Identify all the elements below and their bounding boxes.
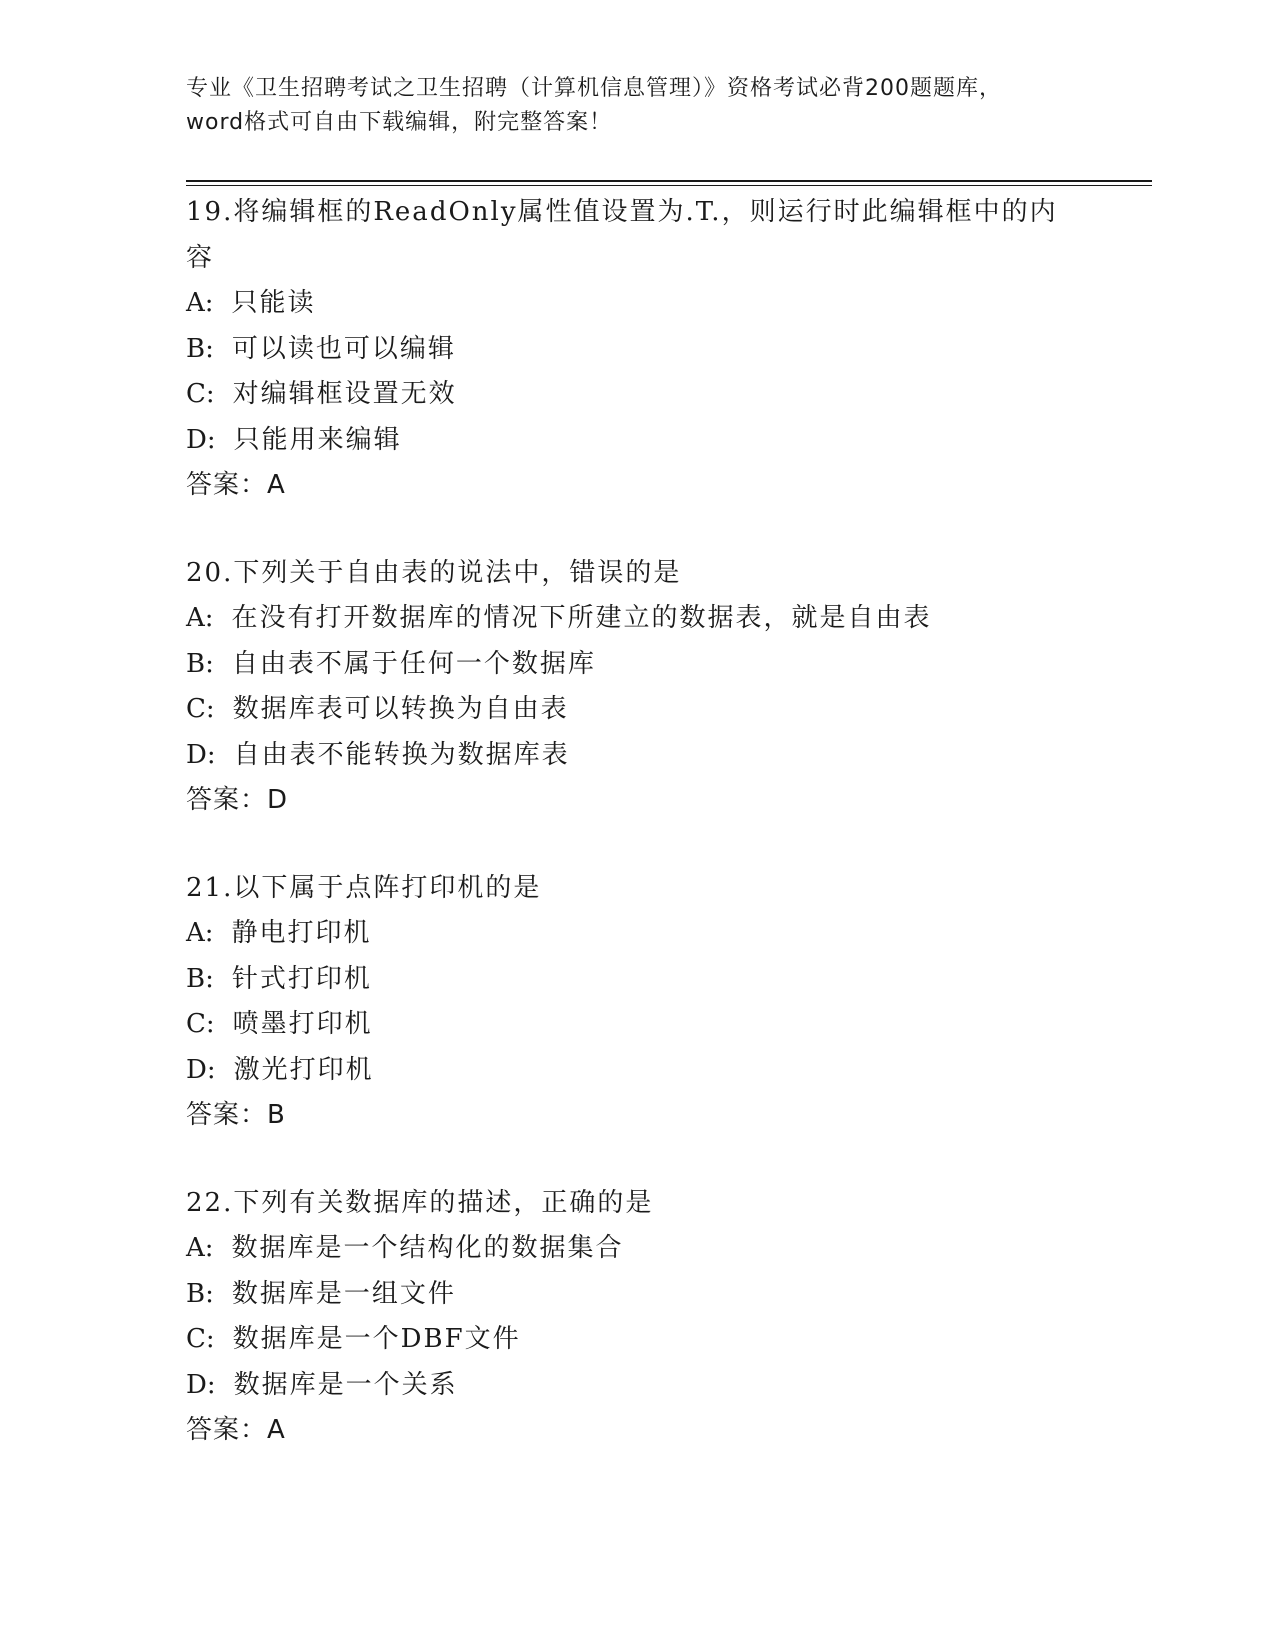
option-c: C: 喷墨打印机 <box>186 1009 373 1039</box>
question-21 <box>186 866 1086 1139</box>
question-stem: 19.将编辑框的ReadOnly属性值设置为.T.，则运行时此编辑框中的内 容 <box>186 197 1058 273</box>
option-c: C: 对编辑框设置无效 <box>186 379 457 409</box>
question-stem: 22.下列有关数据库的描述，正确的是 <box>186 1187 654 1218</box>
header-divider-thick <box>186 180 1152 182</box>
answer-line: 答案：A <box>186 1415 286 1445</box>
option-a: A: 静电打印机 <box>186 918 372 948</box>
document-header <box>186 72 1086 140</box>
question-stem: 21.以下属于点阵打印机的是 <box>186 872 542 903</box>
option-a: A: 在没有打开数据库的情况下所建立的数据表，就是自由表 <box>186 603 932 633</box>
question-stem: 20.下列关于自由表的说法中，错误的是 <box>186 557 682 588</box>
question-19 <box>186 190 1086 509</box>
option-d: D: 只能用来编辑 <box>186 424 402 455</box>
question-list <box>186 190 1086 1496</box>
answer-line: 答案：B <box>186 1100 286 1130</box>
option-c: C: 数据库表可以转换为自由表 <box>186 694 569 724</box>
question-22 <box>186 1181 1086 1454</box>
question-20 <box>186 551 1086 824</box>
header-line-1: 专业《卫生招聘考试之卫生招聘（计算机信息管理）》资格考试必背200题题库， <box>186 76 1002 101</box>
header-line-2: word格式可自由下载编辑，附完整答案！ <box>186 110 613 135</box>
option-c: C: 数据库是一个DBF文件 <box>186 1324 521 1354</box>
answer-line: 答案：A <box>186 470 286 500</box>
option-d: D: 自由表不能转换为数据库表 <box>186 739 570 770</box>
option-d: D: 数据库是一个关系 <box>186 1369 458 1400</box>
option-a: A: 数据库是一个结构化的数据集合 <box>186 1233 624 1263</box>
option-a: A: 只能读 <box>186 288 316 318</box>
option-b: B: 自由表不属于任何一个数据库 <box>186 648 596 679</box>
option-b: B: 针式打印机 <box>186 963 372 994</box>
option-b: B: 可以读也可以编辑 <box>186 333 456 364</box>
header-divider-thin <box>186 185 1152 186</box>
option-d: D: 激光打印机 <box>186 1054 374 1085</box>
option-b: B: 数据库是一组文件 <box>186 1278 456 1309</box>
answer-line: 答案：D <box>186 785 289 815</box>
